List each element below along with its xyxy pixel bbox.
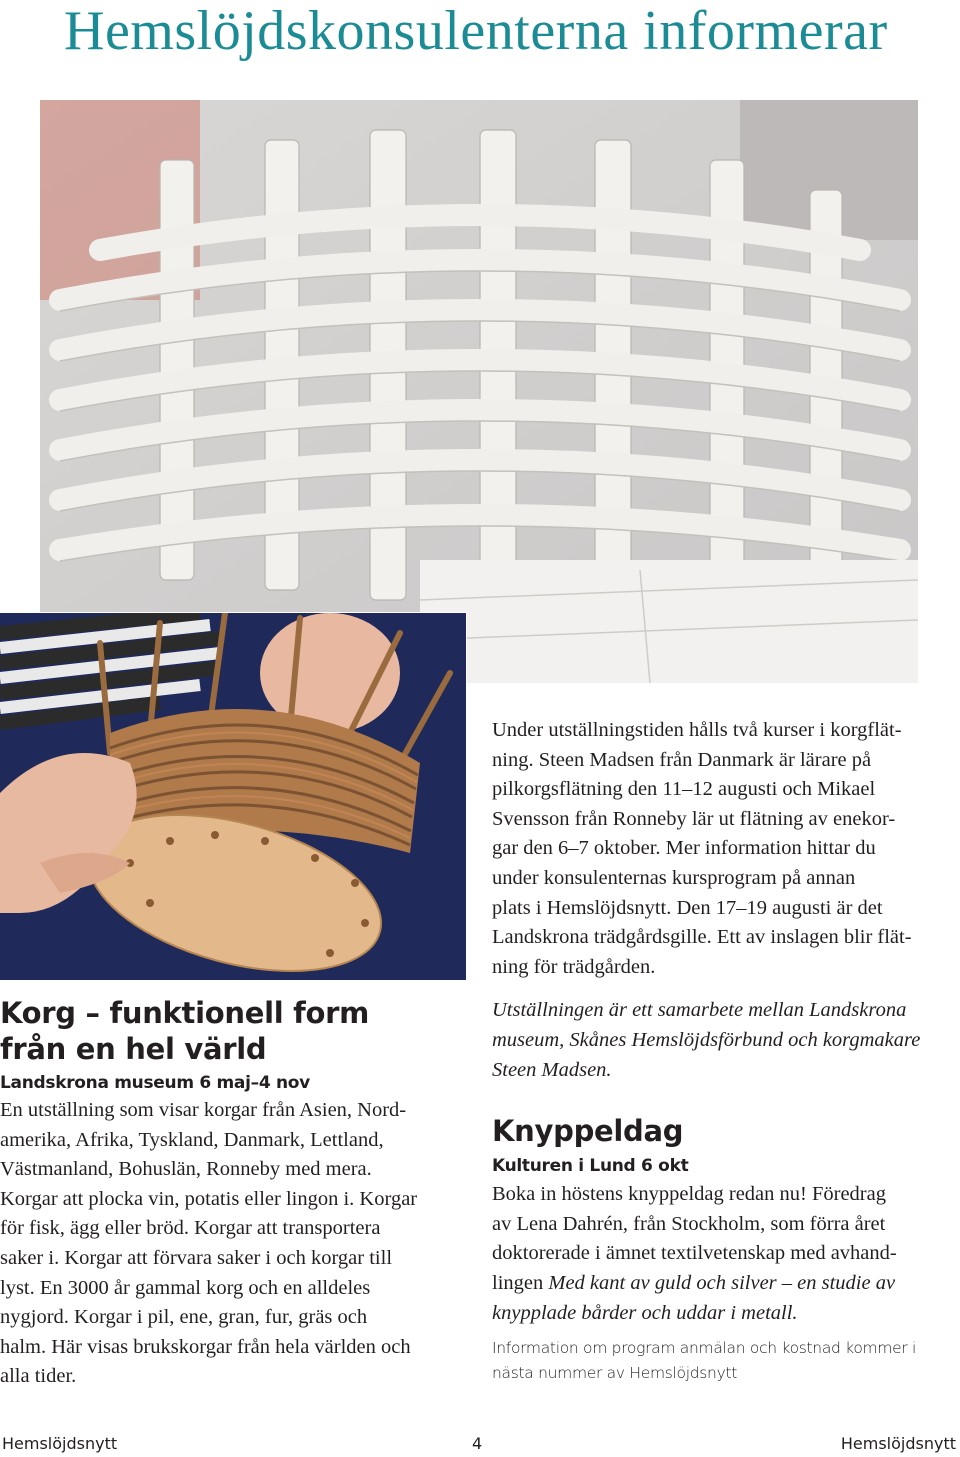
article-heading-line: Korg – funktionell form: [0, 996, 370, 1030]
white-woven-basket-photo: [40, 100, 918, 683]
italic-line: Utställningen är ett samarbete mellan Landskrona: [492, 999, 907, 1022]
body-line: ning. Steen Madsen från Danmark är lärare på: [492, 748, 872, 771]
footer-publication-left: Hemslöjdsnytt: [2, 1434, 118, 1453]
course-info-paragraph: [492, 716, 952, 982]
body-line: [492, 1269, 952, 1299]
body-line: för fisk, ägg eller bröd. Korgar att transportera: [0, 1217, 381, 1240]
note-line: Information om program anmälan och kostnad kommer i: [492, 1339, 917, 1358]
body-line: doktorerade i ämnet textilvetenskap med avhand-: [492, 1242, 897, 1265]
body-line: Korgar att plocka vin, potatis eller lingon i. Korgar: [0, 1187, 418, 1210]
article-subheading: Landskrona museum 6 maj–4 nov: [0, 1073, 310, 1093]
body-line: amerika, Afrika, Tyskland, Danmark, Lettland,: [0, 1128, 384, 1151]
knyppel-subheading: Kulturen i Lund 6 okt: [492, 1156, 689, 1177]
body-line: Landskrona trädgårdsgille. Ett av inslagen blir flät-: [492, 926, 912, 949]
body-line: Svensson från Ronneby lär ut flätning av enekor-: [492, 807, 896, 830]
body-text: lingen: [492, 1271, 549, 1294]
body-line: av Lena Dahrén, från Stockholm, som förra året: [492, 1212, 886, 1235]
body-line: saker i. Korgar att förvara saker i och korgar till: [0, 1246, 393, 1269]
thesis-title: Med kant av guld och silver – en studie av: [548, 1271, 896, 1294]
body-line: nygjord. Korgar i pil, ene, gran, fur, gräs och: [0, 1306, 368, 1329]
body-line: ning för trädgården.: [492, 955, 656, 978]
article-heading: [0, 995, 470, 1067]
body-line: Under utställningstiden hålls två kurser i korgflät-: [492, 719, 902, 741]
note-line: nästa nummer av Hemslöjdsnytt: [492, 1364, 738, 1383]
right-column: [492, 716, 952, 1386]
page-header-title: Hemslöjdskonsulenterna informerar: [64, 0, 888, 62]
knyppel-heading: Knyppeldag: [492, 1114, 684, 1149]
body-line: En utställning som visar korgar från Asien, Nord-: [0, 1099, 407, 1121]
body-line: Boka in höstens knyppeldag redan nu! Föredrag: [492, 1183, 886, 1206]
exhibition-article: [0, 995, 470, 1392]
article-body: [0, 1096, 470, 1392]
body-line: pilkorgsflätning den 11–12 augusti och Mikael: [492, 778, 876, 801]
body-line: Västmanland, Bohuslän, Ronneby med mera.: [0, 1158, 372, 1181]
knyppel-body: [492, 1180, 952, 1328]
body-line: halm. Här visas brukskorgar från hela världen och: [0, 1335, 411, 1358]
article-heading-line: från en hel värld: [0, 1032, 267, 1066]
footer-publication-right: Hemslöjdsnytt: [840, 1434, 956, 1453]
body-line: lyst. En 3000 år gammal korg och en alldeles: [0, 1276, 371, 1299]
italic-line: museum, Skånes Hemslöjdsförbund och korgmakare: [492, 1028, 921, 1051]
body-line: under konsulenternas kursprogram på annan: [492, 866, 856, 889]
collaboration-note: [492, 996, 952, 1085]
italic-line: Steen Madsen.: [492, 1058, 612, 1081]
thesis-title: knypplade bårder och uddar i metall.: [492, 1301, 798, 1324]
body-line: plats i Hemslöjdsnytt. Den 17–19 augusti är det: [492, 896, 883, 919]
body-line: alla tider.: [0, 1365, 77, 1388]
knyppel-info-note: [492, 1336, 952, 1386]
hands-weaving-willow-basket-photo: [0, 612, 467, 980]
body-line: gar den 6–7 oktober. Mer information hittar du: [492, 837, 876, 860]
page-number: 4: [472, 1434, 483, 1453]
